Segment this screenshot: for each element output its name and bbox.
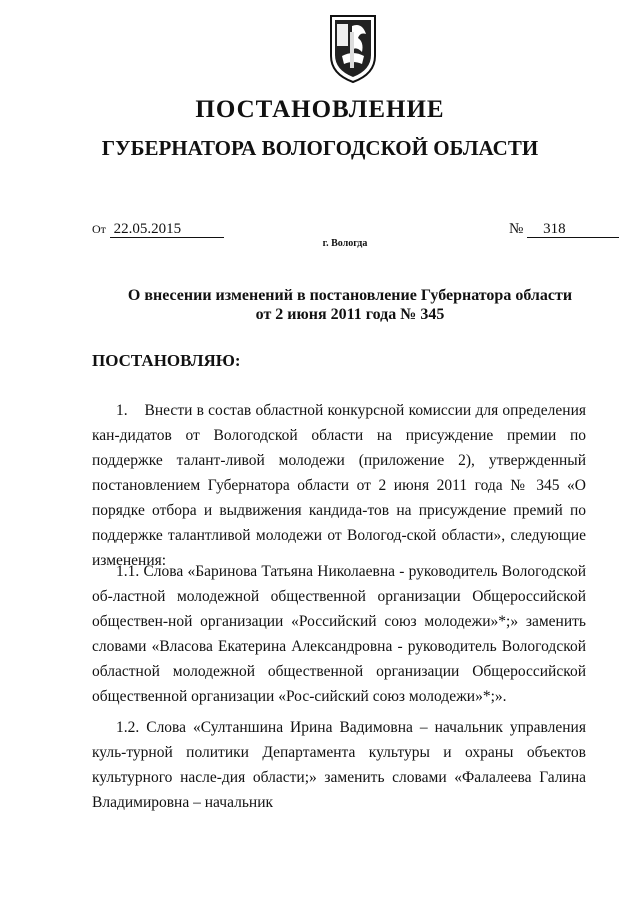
document-subtitle: ГУБЕРНАТОРА ВОЛОГОДСКОЙ ОБЛАСТИ [101, 136, 539, 160]
document-title: ПОСТАНОВЛЕНИЕ [195, 96, 445, 123]
document-subject [100, 286, 600, 324]
date-field [92, 221, 224, 238]
city-label: г. Вологда [322, 238, 368, 249]
paragraph-1: 1. Внести в состав областной конкурсной комиссии для определения кан-дидатов от Вологодской области на присуждение премии по поддержке талант-ливой молодежи (приложение 2), утвержденный постановлением Губернатора области от 2 июня 2011 года № 345 «О порядке отбора и выдвижения кандида-тов на присуждение премий по поддержке талантливой молодежи от Вологод-ской области», следующие изменения: [92, 402, 586, 569]
number-prefix: № [509, 221, 524, 237]
date-prefix: От [92, 222, 106, 236]
paragraph-1-1: 1.1. Слова «Баринова Татьяна Николаевна - руководитель Вологодской об-ластной молодежной общественной организации Общероссийской обществен-ной организации «Российский союз молодежи»*;» заменить словами «Власова Екатерина Александровна - руководитель Вологодской областной молодежной общественной организации Общероссийской общественной организации «Рос-сийский союз молодежи»*;». [92, 563, 586, 705]
decree-heading: ПОСТАНОВЛЯЮ: [92, 351, 241, 370]
date-value: 22.05.2015 [110, 222, 224, 238]
coat-of-arms-icon [328, 12, 378, 84]
number-value: 318 [527, 222, 619, 238]
paragraph-1-2: 1.2. Слова «Султаншина Ирина Вадимовна – начальник управления куль-турной политики Департамента культуры и охраны объектов культурного насле-дия области;» заменить словами «Фалалеева Галина Владимировна – начальник [92, 719, 586, 811]
subject-line-1: О внесении изменений в постановление Губернатора области [127, 287, 573, 304]
number-field [509, 221, 619, 238]
subject-line-2: от 2 июня 2011 года № 345 [255, 306, 445, 323]
